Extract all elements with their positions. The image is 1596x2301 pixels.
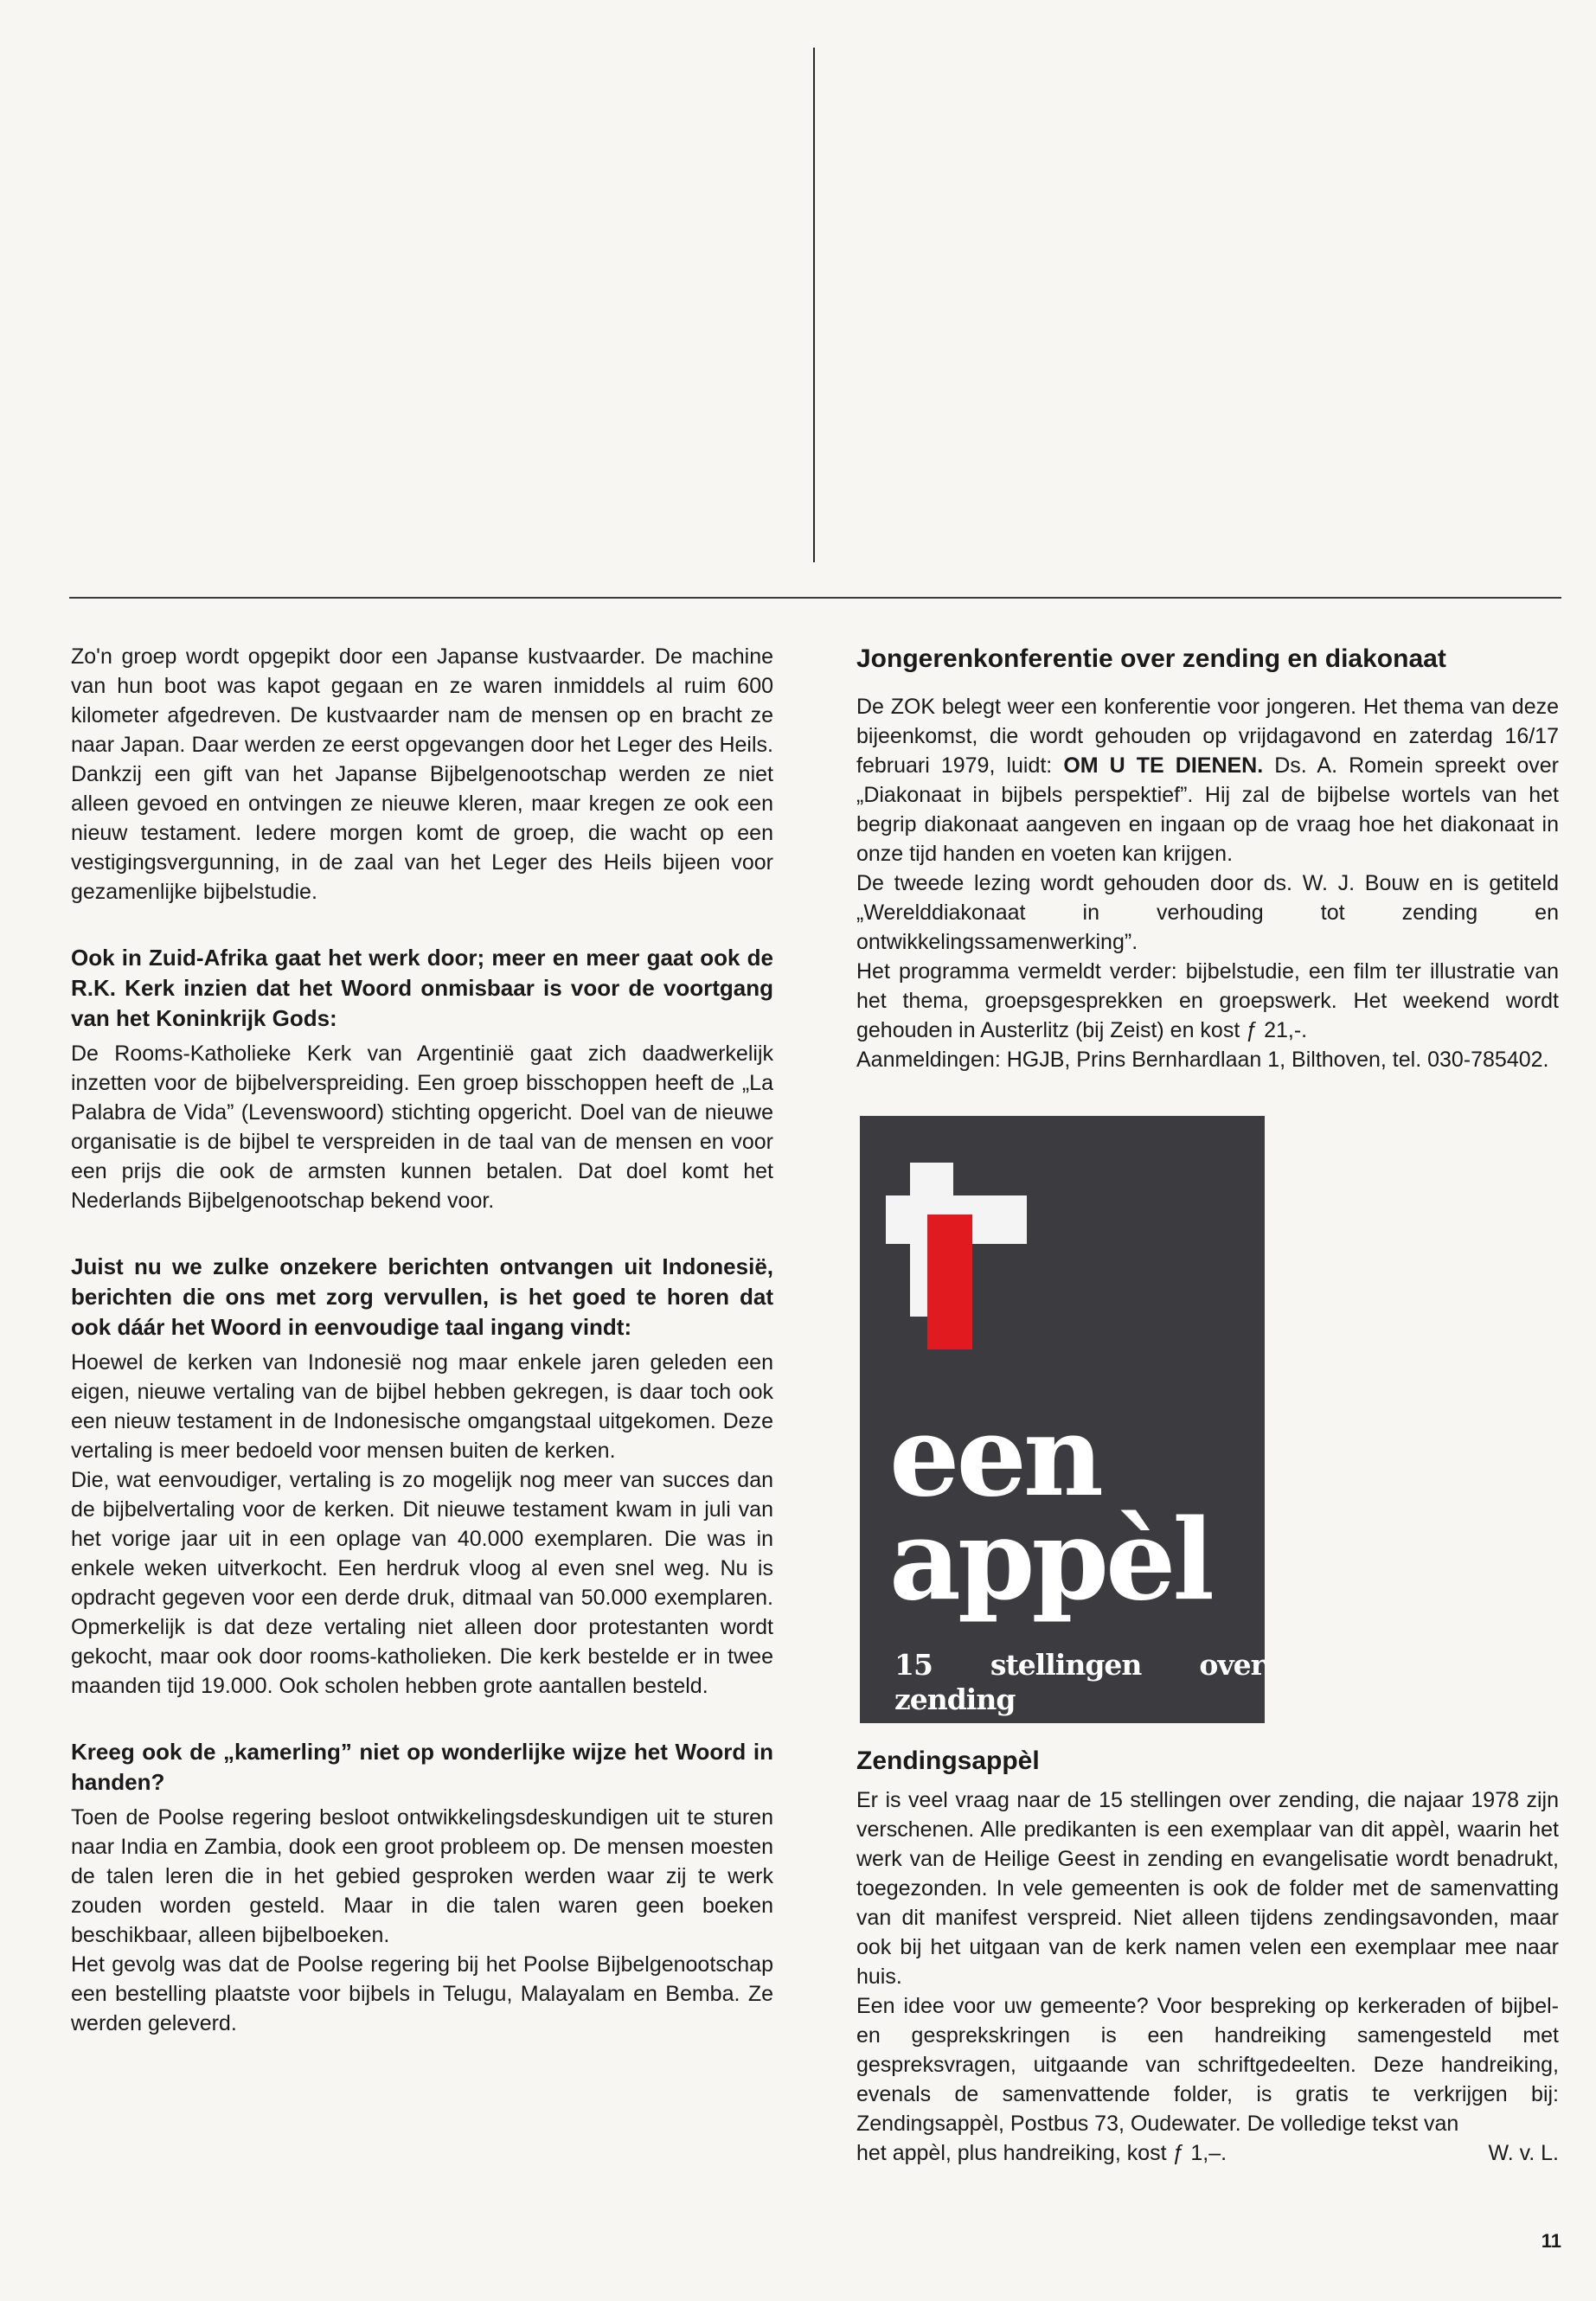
conference-registration: Aanmeldingen: HGJB, Prins Bernhardlaan 1, Bilthoven, tel. 030-785402. [856, 1048, 1549, 1072]
kamerling-heading: Kreeg ook de „kamerling” niet op wonderlijke wijze het Woord in handen? [71, 1739, 773, 1795]
closing-line [856, 2138, 1559, 2168]
indonesie-paragraph-2: Die, wat eenvoudiger, vertaling is zo mogelijk nog meer van succes dan de bijbelvertaling voor de kerken. Dit nieuwe testament kwam in juli van het vorige jaar uit in een oplage van 40.000 exemplaren. Die was in enkele weken uitverkocht. Een herdruk vloog al even snel weg. Nu is opdracht gegeven voor een derde druk, ditmaal van 50.000 exemplaren. Opmerkelijk is dat deze vertaling niet alleen door protestanten wordt gekocht, maar ook door rooms-katholieken. Die kerk bestelde er in twee maanden tijd 19.000. Ook scholen hebben grote aantallen besteld. [71, 1468, 773, 1698]
photo-divider-line [813, 48, 815, 562]
zendingsappel-paragraph-2: Een idee voor uw gemeente? Voor bespreking op kerkeraden of bijbel- en gesprekskringen is een handreiking samengesteld met gespreksvragen, uitgaande van schriftgedeelten. Deze handreiking, evenals de samenvattende folder, is gratis te verkrijgen bij: Zendingsappèl, Postbus 73, Oudewater. De volledige tekst van [856, 1994, 1559, 2136]
intro-paragraph: Zo'n groep wordt opgepikt door een Japanse kustvaarder. De machine van hun boot was kapot gegaan en ze waren inmiddels al ruim 600 kilometer afgedreven. De kustvaarder nam de mensen op en bracht ze naar Japan. Daar werden ze eerst opgevangen door het Leger des Heils. Dankzij een gift van het Japanse Bijbelgenootschap werden ze niet alleen gevoed en ontvingen ze nieuwe kleren, maar kregen ze ook een nieuw testament. Iedere morgen komt de groep, die wacht op een vestigingsvergunning, in de zaal van het Leger des Heils bijeen voor gezamenlijke bijbelstudie. [71, 644, 773, 904]
indonesie-heading: Juist nu we zulke onzekere berichten ontvangen uit Indonesië, berichten die ons met zorg vervullen, is het goed te horen dat ook dáár het Woord in eenvoudige taal ingang vindt: [71, 1253, 773, 1340]
poster-word-appel: appèl [889, 1496, 1211, 1625]
zuid-afrika-heading: Ook in Zuid-Afrika gaat het werk door; meer en meer gaat ook de R.K. Kerk inzien dat het Woord onmisbaar is voor de voortgang van het Koninkrijk Gods: [71, 945, 773, 1031]
conference-paragraph-1: De ZOK belegt weer een konferentie voor jongeren. Het thema van deze bijeenkomst, die wordt gehouden op vrijdagavond en zaterdag 16/17 februari 1979, luidt: OM U TE DIENEN. Ds. A. Romein spreekt over „Diakonaat in bijbels perspektief”. Hij zal de bijbelse wortels van het begrip diakonaat aangeven en ingaan op de vraag hoe het diakonaat in onze tijd handen en voeten kan krijgen. [856, 695, 1559, 866]
left-column [71, 642, 773, 2038]
zendingsappel-title: Zendingsappèl [856, 1747, 1040, 1775]
indonesie-paragraph-1: Hoewel de kerken van Indonesië nog maar enkele jaren geleden een eigen, nieuwe vertaling van de bijbel hebben gekregen, is daar toch ook een nieuw testament in de Indonesische omgangstaal uitgekomen. Deze vertaling is meer bedoeld voor mensen buiten de kerken. [71, 1350, 773, 1463]
zendingsappel-paragraph-1: Er is veel vraag naar de 15 stellingen over zending, die najaar 1978 zijn verschenen. Alle predikanten is een exemplaar van dit appèl, waarin het werk van de Heilige Geest in zending en evangelisatie wordt benadrukt, toegezonden. In vele gemeenten is ook de folder met de samenvatting van dit manifest verspreid. Niet alleen tijdens zendingsavonden, maar ook bij het uitgaan van de kerk namen velen een exemplaar mee naar huis. [856, 1788, 1559, 1989]
zendingsappel-price: het appèl, plus handreiking, kost ƒ 1,–. [856, 2141, 1227, 2165]
red-bar [927, 1215, 972, 1349]
author-signature: W. v. L. [1488, 2141, 1559, 2165]
argentinie-paragraph: De Rooms-Katholieke Kerk van Argentinië gaat zich daadwerkelijk inzetten voor de bijbelverspreiding. Een groep bisschoppen heeft de „La Palabra de Vida” (Levenswoord) stichting opgericht. Doel van de nieuwe organisatie is de bijbel te verspreiden in de taal van de mensen en voor een prijs die ook de armsten kunnen betalen. Dat doel komt het Nederlands Bijbelgenootschap bekend voor. [71, 1042, 773, 1213]
poolse-paragraph-2: Het gevolg was dat de Poolse regering bij het Poolse Bijbelgenootschap een bestelling plaatste voor bijbels in Telugu, Malayalam en Bemba. Ze werden geleverd. [71, 1952, 773, 2035]
conference-paragraph-2: De tweede lezing wordt gehouden door ds. W. J. Bouw en is getiteld „Werelddiakonaat in verhouding tot zending en ontwikkelingssamenwerking”. [856, 871, 1559, 954]
conference-paragraph-3: Het programma vermeldt verder: bijbelstudie, een film ter illustratie van het thema, groepsgesprekken en groepswerk. Het weekend wordt gehouden in Austerlitz (bij Zeist) en kost ƒ 21,-. [856, 959, 1559, 1042]
poster-subtitle: 15 stellingen over zending [894, 1648, 1265, 1716]
een-appel-poster [860, 1116, 1265, 1723]
poolse-paragraph-1: Toen de Poolse regering besloot ontwikkelingsdeskundigen uit te sturen naar India en Zambia, dook een groot probleem op. De mensen moesten de talen leren die in het gebied gesproken werden waar zij te werk zouden worden gesteld. Maar in die talen waren geen boeken beschikbaar, alleen bijbelboeken. [71, 1805, 773, 1947]
conference-title: Jongerenkonferentie over zending en diakonaat [856, 644, 1446, 673]
poster-word-een: een [889, 1392, 1100, 1522]
horizontal-rule [69, 597, 1561, 599]
page-number: 11 [1541, 2230, 1561, 2252]
right-column [856, 642, 1559, 2168]
